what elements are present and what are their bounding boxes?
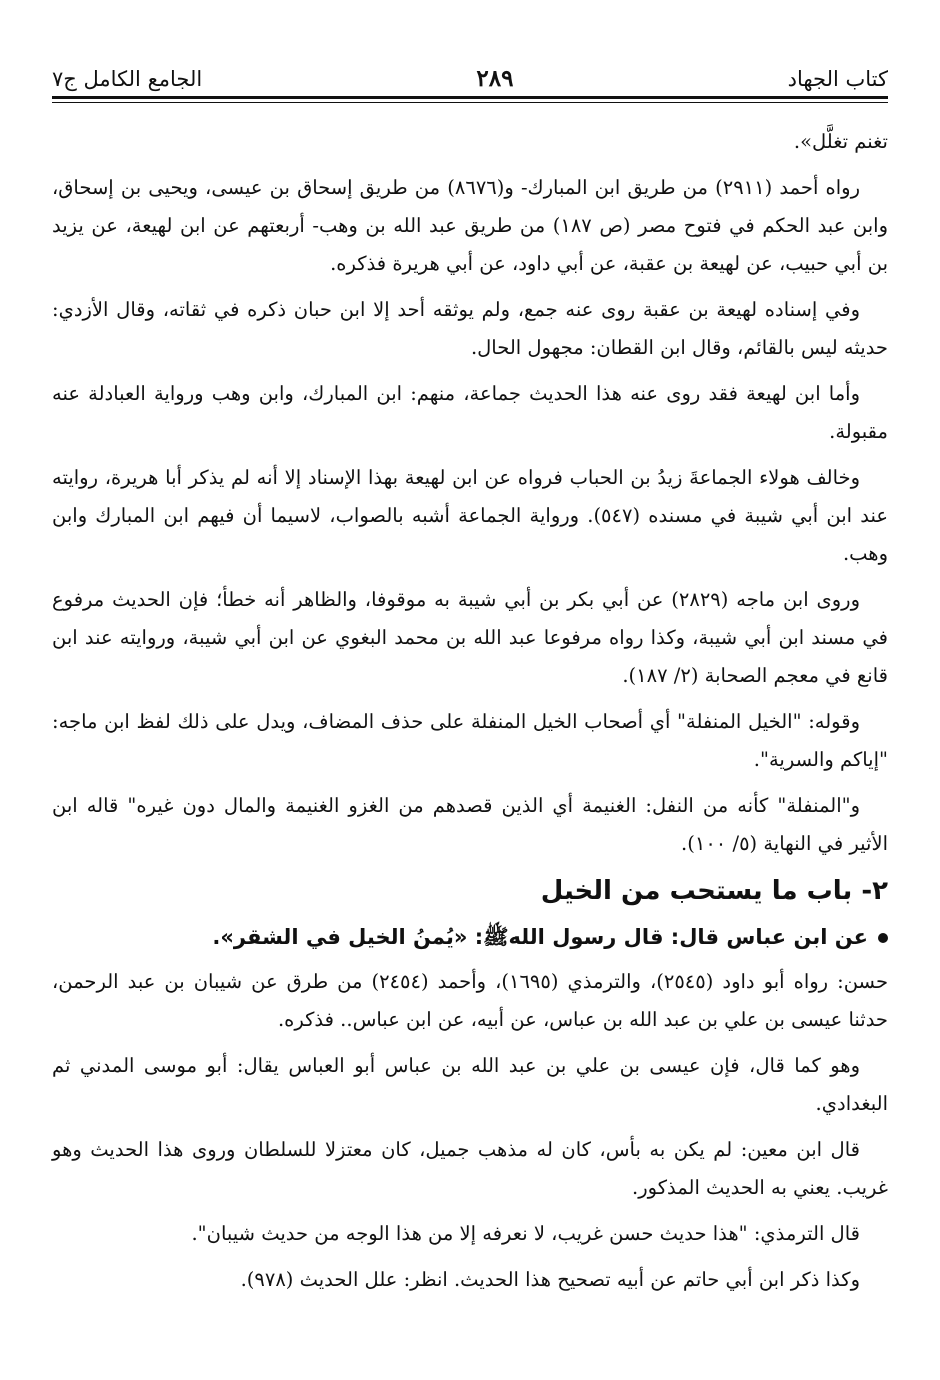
book-page — [52, 50, 888, 1307]
paragraph: قال ابن معين: لم يكن به بأس، كان له مذهب جميل، كان معتزلا للسلطان وروى هذا الحديث وهو غريب. يعني به الحديث المذكور. — [52, 1138, 888, 1199]
book-volume-title: الجامع الكامل ج٧ — [52, 67, 203, 91]
bullet-icon — [878, 933, 888, 943]
page-body — [52, 123, 888, 1299]
hadith-line — [52, 917, 888, 957]
paragraph: وروى ابن ماجه (٢٨٢٩) عن أبي بكر بن أبي شيبة به موقوفا، والظاهر أنه خطأ؛ فإن الحديث مرفوع في مسند ابن أبي شيبة، وكذا رواه مرفوعا عبد الله بن محمد البغوي عن ابن أبي شيبة، وروايته عند ابن قانع في معجم الصحابة (٢/ ١٨٧). — [52, 588, 888, 687]
paragraph: حسن: رواه أبو داود (٢٥٤٥)، والترمذي (١٦٩٥)، وأحمد (٢٤٥٤) من طرق عن شيبان بن عبد الرحمن، حدثنا عيسى بن علي بن عبد الله بن عباس، عن أبيه، عن ابن عباس.. فذكره. — [52, 970, 888, 1031]
paragraph: وكذا ذكر ابن أبي حاتم عن أبيه تصحيح هذا الحديث. انظر: علل الحديث (٩٧٨). — [240, 1268, 860, 1291]
hadith-text: عن ابن عباس قال: قال رسول اللهﷺ: «يُمنُ الخيل في الشقر». — [212, 925, 868, 949]
paragraph: وقوله: "الخيل المنفلة" أي أصحاب الخيل المنفلة على حذف المضاف، ويدل على ذلك لفظ ابن ماجه: "إياكم والسرية". — [52, 710, 888, 771]
book-section-title: كتاب الجهاد — [787, 67, 888, 91]
page-number: ٢٨٩ — [476, 65, 514, 92]
running-header — [52, 50, 888, 90]
header-divider — [52, 96, 888, 103]
paragraph: وأما ابن لهيعة فقد روى عنه هذا الحديث جماعة، منهم: ابن المبارك، وابن وهب ورواية العبادلة عنه مقبولة. — [52, 382, 888, 443]
paragraph: وخالف هولاء الجماعةَ زيدُ بن الحباب فرواه عن ابن لهيعة بهذا الإسناد إلا أنه لم يذكر أبا هريرة، روايته عند ابن أبي شيبة في مسنده (٥٤٧). ورواية الجماعة أشبه بالصواب، لاسيما أن فيهم ابن المبارك وابن وهب. — [52, 466, 888, 565]
paragraph: تغنم تغلَّل». — [793, 130, 888, 153]
paragraph: وفي إسناده لهيعة بن عقبة روى عنه جمع، ولم يوثقه أحد إلا ابن حبان ذكره في ثقاته، وقال الأزدي: حديثه ليس بالقائم، وقال ابن القطان: مجهول الحال. — [52, 298, 888, 359]
paragraph: وهو كما قال، فإن عيسى بن علي بن عبد الله بن عباس أبو العباس يقال: أبو موسى المدني ثم البغدادي. — [52, 1054, 888, 1115]
paragraph: و"المنفلة" كأنه من النفل: الغنيمة أي الذين قصدهم من الغزو الغنيمة والمال دون غيره" قاله ابن الأثير في النهاية (٥/ ١٠٠). — [52, 794, 888, 855]
paragraph: قال الترمذي: "هذا حديث حسن غريب، لا نعرفه إلا من هذا الوجه من حديث شيبان". — [191, 1222, 860, 1245]
chapter-title: ٢- باب ما يستحب من الخيل — [540, 876, 888, 906]
paragraph: رواه أحمد (٢٩١١) من طريق ابن المبارك- و(٨٦٧٦) من طريق إسحاق بن عيسى، ويحيى بن إسحاق، وابن عبد الحكم في فتوح مصر (ص ١٨٧) من طريق عبد الله بن وهب- أربعتهم عن ابن لهيعة، عن يزيد بن أبي حبيب، عن لهيعة بن عقبة، عن أبي داود، عن أبي هريرة فذكره. — [52, 176, 888, 275]
